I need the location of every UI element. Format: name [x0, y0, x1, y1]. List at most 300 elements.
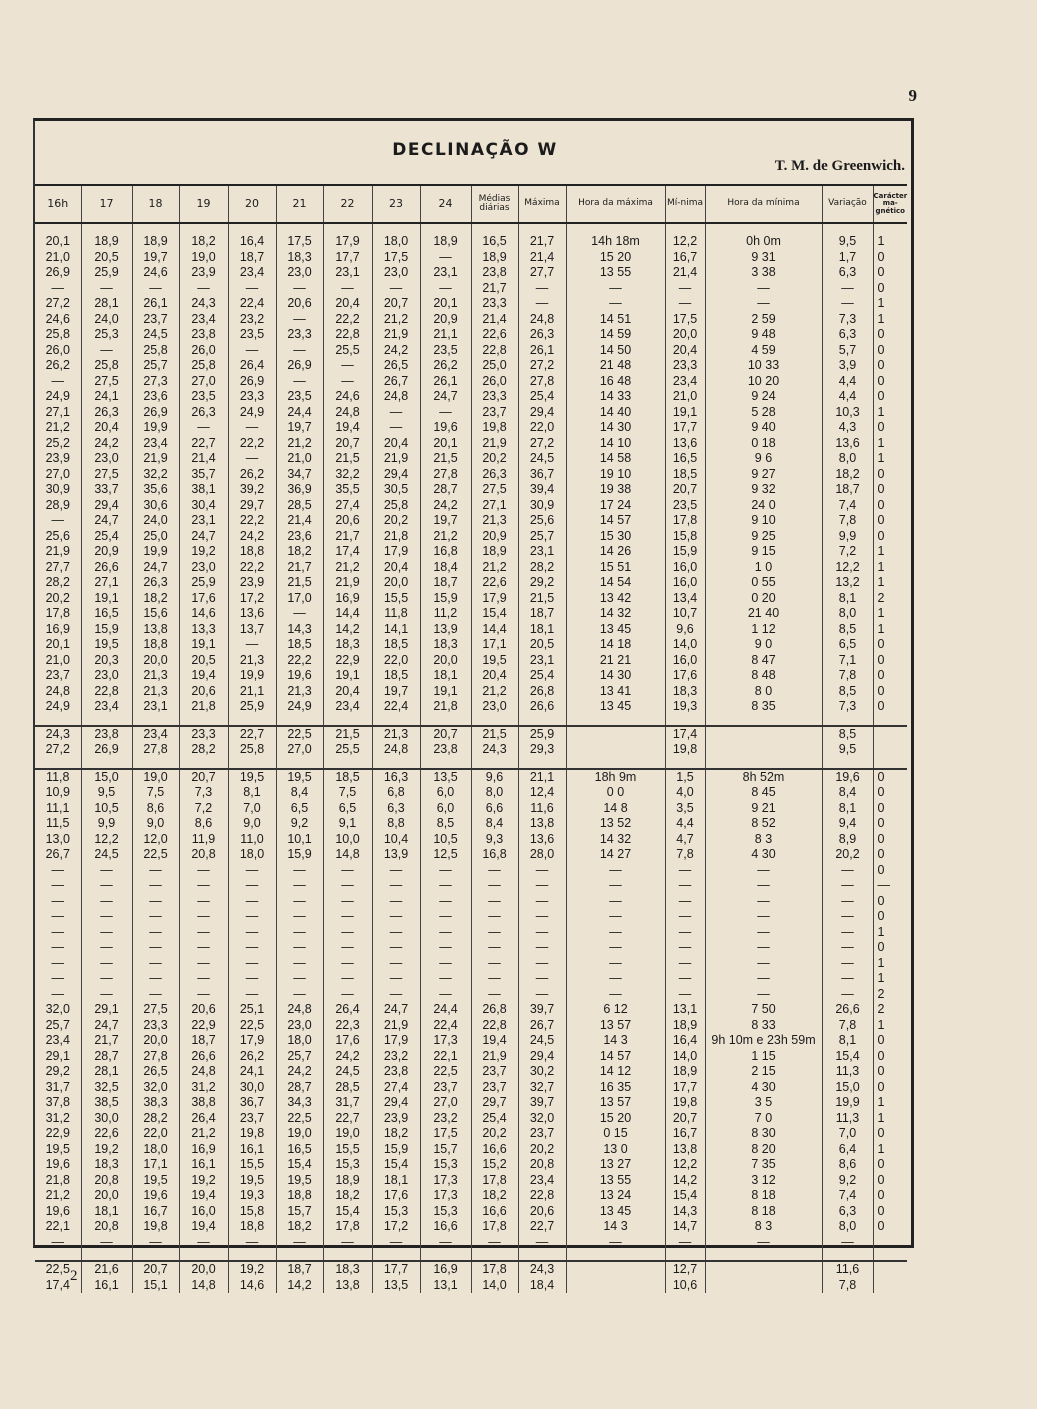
table-cell: 7,8 [822, 513, 873, 529]
table-cell: — [372, 909, 420, 925]
table-cell: 23,8 [81, 726, 132, 743]
table-cell: 8,4 [276, 785, 323, 801]
table-cell: 8,9 [822, 832, 873, 848]
table-cell: 22,5 [132, 847, 179, 863]
table-cell: 18,9 [81, 234, 132, 250]
table-cell: 18,8 [228, 544, 276, 560]
table-row [35, 1219, 907, 1235]
table-cell: — [132, 1235, 179, 1251]
table-cell: 36,7 [518, 467, 566, 483]
table-cell: — [228, 925, 276, 941]
table-cell: 21,3 [372, 726, 420, 743]
table-cell: 21 40 [705, 606, 822, 622]
table-cell [873, 726, 907, 743]
table-cell: 8 35 [705, 699, 822, 715]
table-cell: 20,8 [518, 1157, 566, 1173]
table-cell: 16 48 [566, 374, 665, 390]
table-cell: — [51, 893, 64, 908]
table-cell: 8,5 [822, 726, 873, 743]
table-cell: 25,9 [179, 575, 228, 591]
table-cell: — [276, 909, 323, 925]
table-cell: 15 20 [566, 250, 665, 266]
table-cell: — [276, 894, 323, 910]
table-cell: 21,0 [276, 451, 323, 467]
table-cell: 21,5 [518, 591, 566, 607]
table-cell: — [51, 986, 64, 1001]
table-cell: 19,3 [665, 699, 705, 715]
table-cell: — [228, 987, 276, 1003]
table-row [35, 925, 907, 941]
table-cell: 23,0 [179, 560, 228, 576]
table-cell: 16,7 [132, 1204, 179, 1220]
table-cell: 26,6 [518, 699, 566, 715]
table-cell: 20,2 [471, 1126, 518, 1142]
table-cell: 8 3 [705, 1219, 822, 1235]
table-cell: 0 [873, 358, 907, 374]
table-cell: 15,5 [372, 591, 420, 607]
spacer-cell [35, 758, 81, 769]
table-cell: 14h 18m [566, 234, 665, 250]
table-cell: — [179, 909, 228, 925]
table-cell: 11,9 [179, 832, 228, 848]
table-cell: 22,7 [518, 1219, 566, 1235]
table-row [35, 281, 907, 297]
table-cell: 25,0 [132, 529, 179, 545]
table-cell: — [228, 956, 276, 972]
table-cell: 1 [873, 606, 907, 622]
table-cell: 14 57 [566, 1049, 665, 1065]
table-cell: 27,5 [471, 482, 518, 498]
table-cell: 26,4 [323, 1002, 372, 1018]
table-cell: 36,7 [228, 1095, 276, 1111]
table-cell: 21,8 [179, 699, 228, 715]
table-cell: — [372, 987, 420, 1003]
table-cell: 27,8 [420, 467, 471, 483]
table-cell: 27,5 [81, 467, 132, 483]
table-cell: 15,4 [471, 606, 518, 622]
declination-table [35, 184, 907, 1293]
table-cell: 16,8 [471, 847, 518, 863]
table-cell: 6,3 [822, 265, 873, 281]
table-cell: — [179, 894, 228, 910]
spacer-cell [873, 1250, 907, 1261]
table-cell: 18,5 [276, 637, 323, 653]
table-cell: 23,2 [372, 1049, 420, 1065]
table-row [35, 312, 907, 328]
table-cell: 26,7 [45, 847, 70, 862]
table-cell: 21,6 [81, 1261, 132, 1278]
table-cell: 24,7 [372, 1002, 420, 1018]
table-cell: 30,9 [45, 482, 70, 497]
table-cell: 8,5 [420, 816, 471, 832]
table-cell: 0 [873, 529, 907, 545]
table-row [35, 1204, 907, 1220]
table-cell: — [471, 909, 518, 925]
table-cell: 9,1 [323, 816, 372, 832]
table-cell: 16 35 [566, 1080, 665, 1096]
table-cell: — [276, 971, 323, 987]
table-cell: 17,4 [45, 1277, 70, 1292]
table-row [35, 668, 907, 684]
table-cell: 21,5 [276, 575, 323, 591]
table-cell: 8 20 [705, 1142, 822, 1158]
table-cell: 10 33 [705, 358, 822, 374]
table-cell: 0 [873, 482, 907, 498]
table-cell: 13,8 [132, 622, 179, 638]
table-cell: 21,2 [276, 436, 323, 452]
table-cell: 25,8 [228, 742, 276, 758]
table-cell: 15,4 [372, 1157, 420, 1173]
table-cell: 9 25 [705, 529, 822, 545]
table-cell: 6,5 [276, 801, 323, 817]
table-cell: 38,5 [81, 1095, 132, 1111]
table-cell: — [228, 420, 276, 436]
table-cell: 10,7 [665, 606, 705, 622]
table-cell [705, 726, 822, 743]
table-cell: 24,7 [179, 529, 228, 545]
table-cell: 23,1 [420, 265, 471, 281]
table-cell: 12,0 [132, 832, 179, 848]
table-cell: — [566, 971, 665, 987]
table-cell: 15,7 [420, 1142, 471, 1158]
table-row [35, 405, 907, 421]
table-cell: 30,5 [372, 482, 420, 498]
table-cell: 14,4 [323, 606, 372, 622]
table-row [35, 699, 907, 715]
table-cell: 19,2 [228, 1261, 276, 1278]
spacer-cell [566, 715, 665, 726]
spacer-row [35, 223, 907, 234]
table-cell: 0 [873, 940, 907, 956]
table-cell: 20,5 [81, 250, 132, 266]
table-row [35, 637, 907, 653]
table-cell: 14 54 [566, 575, 665, 591]
table-row [35, 1002, 907, 1018]
spacer-cell [665, 758, 705, 769]
table-cell: 7,2 [179, 801, 228, 817]
table-cell: 20,6 [179, 1002, 228, 1018]
table-cell: 11,2 [420, 606, 471, 622]
table-cell: 1 [873, 296, 907, 312]
table-cell: — [323, 1235, 372, 1251]
table-cell: 0 [873, 327, 907, 343]
table-cell: — [276, 281, 323, 297]
table-cell: 2 [873, 1002, 907, 1018]
table-cell: 20,4 [665, 343, 705, 359]
table-cell: 24,2 [372, 343, 420, 359]
table-cell: 10,5 [420, 832, 471, 848]
table-cell: 7,5 [323, 785, 372, 801]
table-cell: 1,7 [822, 250, 873, 266]
table-cell: 23,0 [81, 451, 132, 467]
table-row [35, 1235, 907, 1251]
table-cell: 0 [873, 467, 907, 483]
table-cell: 24,8 [518, 312, 566, 328]
table-cell: 18,7 [518, 606, 566, 622]
spacer-cell [822, 223, 873, 234]
table-cell: 7,0 [822, 1126, 873, 1142]
table-cell: — [323, 863, 372, 879]
col-header: 17 [81, 185, 132, 223]
table-cell: 27,2 [518, 358, 566, 374]
table-cell: 10 20 [705, 374, 822, 390]
table-cell: 18,3 [323, 637, 372, 653]
table-cell: 19,8 [132, 1219, 179, 1235]
table-cell: 28,5 [323, 1080, 372, 1096]
table-cell: 20,9 [420, 312, 471, 328]
table-cell: 17,3 [420, 1173, 471, 1189]
table-cell: — [132, 863, 179, 879]
table-cell: 32,7 [518, 1080, 566, 1096]
table-cell: 27,2 [45, 296, 70, 311]
table-cell: 20,2 [822, 847, 873, 863]
table-cell: 14 59 [566, 327, 665, 343]
table-cell: 0 [873, 1173, 907, 1189]
table-cell: 21,1 [518, 769, 566, 786]
table-cell: 16,4 [228, 234, 276, 250]
spacer-cell [822, 758, 873, 769]
table-cell: 16,0 [665, 653, 705, 669]
table-cell: 15,8 [665, 529, 705, 545]
table-cell: — [179, 956, 228, 972]
table-cell: 38,3 [132, 1095, 179, 1111]
table-cell: 23,4 [228, 265, 276, 281]
table-cell: 30,0 [81, 1111, 132, 1127]
table-cell: 17,8 [471, 1261, 518, 1278]
table-cell: 18,8 [276, 1188, 323, 1204]
col-header: 22 [323, 185, 372, 223]
table-cell: 9 40 [705, 420, 822, 436]
table-cell: 24,5 [81, 847, 132, 863]
table-cell: 29,7 [228, 498, 276, 514]
table-cell: — [420, 971, 471, 987]
table-cell: 21,5 [323, 451, 372, 467]
table-cell: 16,5 [81, 606, 132, 622]
table-cell: 21,3 [228, 653, 276, 669]
table-cell: 21,2 [471, 560, 518, 576]
table-cell: 19,6 [45, 1157, 70, 1172]
table-cell: 25,2 [45, 435, 70, 450]
table-cell: 9,0 [228, 816, 276, 832]
table-cell: 22,8 [518, 1188, 566, 1204]
table-cell: 26,6 [81, 560, 132, 576]
table-cell: 21,2 [420, 529, 471, 545]
table-row [35, 653, 907, 669]
table-cell: 16,4 [665, 1033, 705, 1049]
table-cell: — [81, 863, 132, 879]
spacer-cell [705, 223, 822, 234]
table-cell: 21,3 [276, 684, 323, 700]
table-row [35, 894, 907, 910]
table-cell: 14 3 [566, 1219, 665, 1235]
table-cell: 24,9 [276, 699, 323, 715]
table-cell: 24,9 [228, 405, 276, 421]
table-cell: 25,5 [323, 742, 372, 758]
page-number: 9 [908, 86, 917, 105]
table-cell: 19,0 [323, 1126, 372, 1142]
table-cell: 14,7 [665, 1219, 705, 1235]
table-cell: 25,8 [372, 498, 420, 514]
table-cell: 1 [873, 971, 907, 987]
table-cell: 13 52 [566, 816, 665, 832]
table-cell: 19,0 [132, 769, 179, 786]
table-cell: 15,3 [420, 1204, 471, 1220]
table-cell: 6,0 [420, 801, 471, 817]
table-row [35, 1157, 907, 1173]
table-cell: 13,6 [665, 436, 705, 452]
table-cell: 19,5 [471, 653, 518, 669]
table-cell: 23,3 [471, 296, 518, 312]
table-cell: 17,7 [372, 1261, 420, 1278]
table-cell: 15 30 [566, 529, 665, 545]
table-row [35, 513, 907, 529]
table-cell: 25,4 [471, 1111, 518, 1127]
table-cell: 17,4 [665, 726, 705, 743]
table-cell [705, 1261, 822, 1278]
table-cell: — [372, 863, 420, 879]
table-cell: — [420, 940, 471, 956]
table-cell: 22,9 [45, 1126, 70, 1141]
table-cell [566, 726, 665, 743]
table-cell: — [518, 971, 566, 987]
table-cell: 24,6 [132, 265, 179, 281]
table-cell: 14,6 [228, 1278, 276, 1294]
table-cell: — [179, 925, 228, 941]
table-cell: 16,6 [420, 1219, 471, 1235]
table-row [35, 1033, 907, 1049]
table-cell: 22,7 [179, 436, 228, 452]
table-cell: 9 27 [705, 467, 822, 483]
table-cell: — [822, 987, 873, 1003]
table-cell: 25,8 [132, 343, 179, 359]
table-cell: 26,2 [228, 467, 276, 483]
table-cell: 8,0 [471, 785, 518, 801]
table-cell: 17,1 [132, 1157, 179, 1173]
table-row [35, 1080, 907, 1096]
table-cell: 13,1 [420, 1278, 471, 1294]
table-cell: 7 35 [705, 1157, 822, 1173]
table-cell: 16,5 [665, 451, 705, 467]
table-cell: 25,6 [45, 528, 70, 543]
table-row [35, 801, 907, 817]
table-cell: 0 [873, 769, 907, 786]
table-cell: 17,9 [372, 544, 420, 560]
table-cell: 19,9 [132, 420, 179, 436]
table-cell: 21,7 [323, 529, 372, 545]
table-cell: 17,9 [228, 1033, 276, 1049]
table-cell: — [179, 971, 228, 987]
table-cell: 19,3 [228, 1188, 276, 1204]
spacer-cell [276, 715, 323, 726]
table-cell: 26,7 [518, 1018, 566, 1034]
spacer-cell [323, 223, 372, 234]
table-cell: 27,0 [45, 466, 70, 481]
table-cell: 27,8 [132, 742, 179, 758]
table-cell: 28,2 [45, 575, 70, 590]
table-cell: 18,3 [420, 637, 471, 653]
table-cell: — [471, 894, 518, 910]
means-row [35, 1261, 907, 1278]
col-header: Máxima [518, 185, 566, 223]
time-reference: T. M. de Greenwich. [774, 158, 905, 174]
col-header: 20 [228, 185, 276, 223]
table-cell: — [372, 956, 420, 972]
table-cell: 19,8 [665, 1095, 705, 1111]
table-cell: 1 [873, 451, 907, 467]
table-cell: 26,9 [45, 265, 70, 280]
spacer-cell [665, 715, 705, 726]
table-cell: 24,5 [323, 1064, 372, 1080]
table-cell: — [822, 956, 873, 972]
table-cell: 22,0 [372, 653, 420, 669]
table-cell: 21,0 [665, 389, 705, 405]
table-cell: — [705, 281, 822, 297]
table-cell: 22,6 [471, 327, 518, 343]
table-cell: 16,5 [276, 1142, 323, 1158]
table-cell: 17,6 [665, 668, 705, 684]
table-cell: 17,2 [372, 1219, 420, 1235]
table-cell: 25,9 [518, 726, 566, 743]
table-cell: 8,5 [822, 684, 873, 700]
table-cell: 23,4 [132, 726, 179, 743]
table-cell: 0 [873, 250, 907, 266]
spacer-cell [372, 758, 420, 769]
table-cell: 24,2 [228, 529, 276, 545]
table-cell [873, 1261, 907, 1278]
table-cell: 15,5 [228, 1157, 276, 1173]
table-cell: 8 30 [705, 1126, 822, 1142]
table-cell: 25,7 [518, 529, 566, 545]
table-cell: 32,0 [45, 1002, 70, 1017]
table-cell: 9,6 [471, 769, 518, 786]
table-cell: 26,9 [228, 374, 276, 390]
table-cell: 35,6 [132, 482, 179, 498]
table-cell: 26,8 [518, 684, 566, 700]
table-cell: 8,1 [822, 1033, 873, 1049]
table-cell: 18,2 [822, 467, 873, 483]
spacer-cell [179, 223, 228, 234]
table-cell: 26,3 [471, 467, 518, 483]
header-row [35, 185, 907, 223]
table-cell: — [705, 894, 822, 910]
table-cell: 24,2 [420, 498, 471, 514]
table-cell: — [51, 878, 64, 893]
table-cell: 22,0 [132, 1126, 179, 1142]
table-cell: — [518, 296, 566, 312]
table-cell: 15 20 [566, 1111, 665, 1127]
table-cell: 15,1 [132, 1278, 179, 1294]
table-cell: 11,8 [372, 606, 420, 622]
table-cell: — [179, 420, 228, 436]
table-cell: 13 55 [566, 1173, 665, 1189]
table-cell: 20,9 [471, 529, 518, 545]
table-cell: 26,6 [822, 1002, 873, 1018]
table-cell: — [372, 925, 420, 941]
table-cell: — [566, 909, 665, 925]
table-cell: 23,0 [471, 699, 518, 715]
table-cell: — [51, 280, 64, 295]
table-cell: 15,9 [276, 847, 323, 863]
table-cell: 22,4 [420, 1018, 471, 1034]
spacer-cell [665, 1250, 705, 1261]
table-cell: 19,0 [276, 1126, 323, 1142]
table-cell: — [372, 405, 420, 421]
table-cell: 23,3 [179, 726, 228, 743]
table-cell: 25,5 [323, 343, 372, 359]
table-cell: 18,1 [420, 668, 471, 684]
spacer-cell [81, 223, 132, 234]
table-cell: 18,1 [518, 622, 566, 638]
